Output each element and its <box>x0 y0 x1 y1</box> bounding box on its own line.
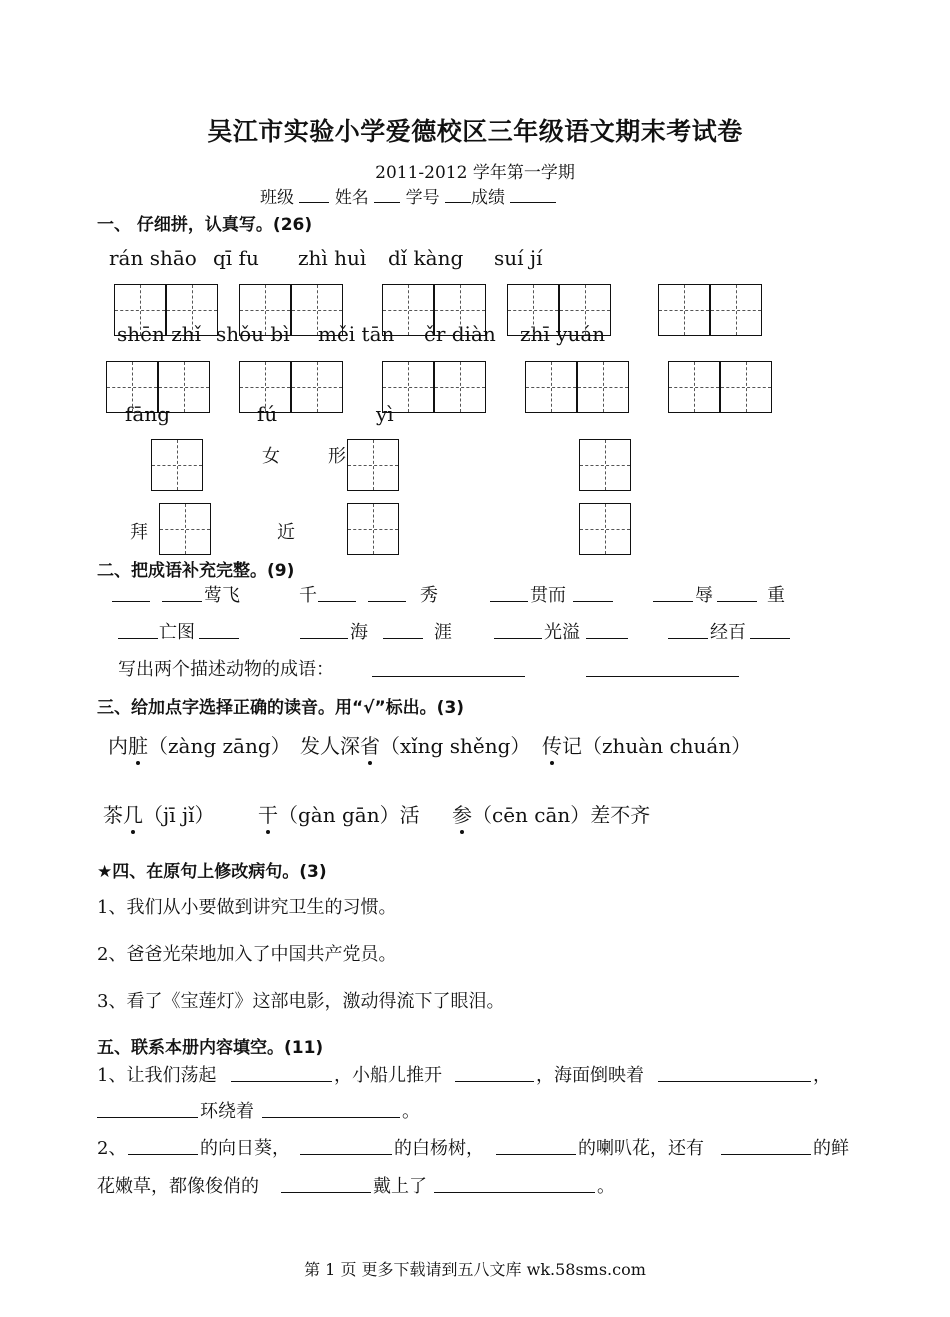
fill-text: ，小船儿推开 <box>334 1065 442 1086</box>
fill-blank[interactable] <box>262 1117 400 1118</box>
section-3-heading: 三、给加点字选择正确的读音。用“√”标出。(3) <box>97 698 465 718</box>
idiom-text: 千 <box>299 585 317 606</box>
reading-item: 参（cēn cān）差不齐 <box>452 803 651 827</box>
writing-box[interactable] <box>291 361 343 413</box>
writing-box[interactable] <box>239 361 291 413</box>
page-title: 吴江市实验小学爱德校区三年级语文期末考试卷 <box>207 117 743 146</box>
idiom-blank[interactable] <box>199 638 239 639</box>
fill-text: 1、让我们荡起 <box>97 1065 217 1086</box>
char-bai: 拜 <box>130 522 148 543</box>
section-4-heading: ★四、在原句上修改病句。(3) <box>97 862 327 882</box>
writing-box[interactable] <box>166 284 218 336</box>
writing-box[interactable] <box>559 284 611 336</box>
reading-item: 干（gàn gān）活 <box>258 803 420 827</box>
class-label: 班级 <box>260 188 294 208</box>
fill-text: 的白杨树， <box>394 1138 484 1159</box>
idiom-blank[interactable] <box>750 638 790 639</box>
fill-blank[interactable] <box>658 1081 811 1082</box>
pinyin-11: fāng <box>125 402 171 426</box>
fill-text: 的喇叭花，还有 <box>578 1138 704 1159</box>
writing-box[interactable] <box>668 361 720 413</box>
fill-blank[interactable] <box>97 1117 198 1118</box>
name-blank[interactable] <box>374 185 400 203</box>
writing-box[interactable] <box>291 284 343 336</box>
fill-text: 花嫩草，都像俊俏的 <box>97 1176 259 1197</box>
fill-blank[interactable] <box>231 1081 332 1082</box>
idiom-blank[interactable] <box>494 638 542 639</box>
char-nv: 女 <box>262 446 280 467</box>
student-info <box>260 183 556 208</box>
pinyin-8: měi tān <box>318 322 395 346</box>
idiom-blank[interactable] <box>653 601 693 602</box>
section-2-heading: 二、把成语补充完整。(9) <box>97 561 295 581</box>
fill-blank[interactable] <box>434 1192 595 1193</box>
idiom-blank[interactable] <box>118 638 158 639</box>
animal-idiom-blank[interactable] <box>586 676 739 677</box>
sentence-2: 2、爸爸光荣地加入了中国共产党员。 <box>97 944 397 965</box>
idiom-blank[interactable] <box>112 601 150 602</box>
fill-blank[interactable] <box>300 1154 392 1155</box>
writing-box[interactable] <box>106 361 158 413</box>
writing-box[interactable] <box>382 361 434 413</box>
reading-item: 传记（zhuàn chuán） <box>542 734 752 758</box>
idiom-text: 贯而 <box>530 585 566 606</box>
writing-box[interactable] <box>114 284 166 336</box>
fill-text: 的鲜 <box>813 1138 849 1159</box>
pinyin-10: zhī yuán <box>520 322 606 346</box>
idiom-text: 涯 <box>434 622 452 643</box>
writing-box[interactable] <box>382 284 434 336</box>
reading-item: 发人深省（xǐng shěng） <box>300 734 531 758</box>
writing-box[interactable] <box>158 361 210 413</box>
pinyin-6: shēn zhǐ <box>117 322 202 346</box>
idiom-blank[interactable] <box>162 601 202 602</box>
class-blank[interactable] <box>299 185 329 203</box>
fill-blank[interactable] <box>281 1192 371 1193</box>
pinyin-2: qī fu <box>213 246 259 270</box>
fill-text: 的向日葵， <box>200 1138 290 1159</box>
number-label: 学号 <box>405 188 440 208</box>
score-blank[interactable] <box>510 185 556 203</box>
page-subtitle: 2011-2012 学年第一学期 <box>375 163 575 183</box>
pinyin-3: zhì huì <box>298 246 367 270</box>
section-5-heading: 五、联系本册内容填空。(11) <box>97 1038 324 1058</box>
idiom-text: 经百 <box>710 622 746 643</box>
number-blank[interactable] <box>445 185 471 203</box>
writing-box[interactable] <box>579 503 631 555</box>
idiom-blank[interactable] <box>300 638 348 639</box>
idiom-blank[interactable] <box>490 601 528 602</box>
writing-box[interactable] <box>577 361 629 413</box>
writing-box[interactable] <box>720 361 772 413</box>
idiom-blank[interactable] <box>368 601 406 602</box>
pinyin-7: shǒu bì <box>216 322 290 346</box>
idiom-text: 莺飞 <box>204 585 240 606</box>
writing-box[interactable] <box>434 284 486 336</box>
fill-blank[interactable] <box>721 1154 811 1155</box>
idiom-text: 海 <box>350 622 368 643</box>
reading-item: 内脏（zàng zāng） <box>108 734 291 758</box>
writing-box[interactable] <box>507 284 559 336</box>
fill-text: 2、 <box>97 1138 127 1159</box>
fill-text: 。 <box>402 1101 420 1122</box>
idiom-text: 光溢 <box>544 622 580 643</box>
writing-box[interactable] <box>525 361 577 413</box>
char-jin: 近 <box>277 522 295 543</box>
idiom-text: 秀 <box>420 585 438 606</box>
pinyin-9: ěr diàn <box>424 322 496 346</box>
idiom-blank[interactable] <box>668 638 708 639</box>
idiom-text: 亡图 <box>159 622 195 643</box>
fill-text: ，海面倒映着 <box>536 1065 644 1086</box>
section-1-heading: 一、 仔细拼，认真写。(26) <box>97 215 313 235</box>
fill-text: 环绕着 <box>200 1101 254 1122</box>
sentence-3: 3、看了《宝莲灯》这部电影，激动得流下了眼泪。 <box>97 991 505 1012</box>
pinyin-4: dǐ kàng <box>388 246 464 270</box>
fill-text: 戴上了 <box>373 1176 427 1197</box>
idiom-blank[interactable] <box>586 638 628 639</box>
idiom-text: 辱 <box>695 585 713 606</box>
idiom-blank[interactable] <box>318 601 356 602</box>
fill-text: ， <box>813 1065 831 1086</box>
pinyin-1: rán shāo <box>109 246 197 270</box>
page-footer: 第 1 页 更多下载请到五八文库 wk.58sms.com <box>304 1260 646 1279</box>
writing-box[interactable] <box>347 439 399 491</box>
writing-box[interactable] <box>239 284 291 336</box>
reading-item: 茶几（jī jǐ） <box>103 803 215 827</box>
writing-box[interactable] <box>159 503 211 555</box>
fill-blank[interactable] <box>128 1154 198 1155</box>
pinyin-13: yì <box>376 402 394 426</box>
writing-box[interactable] <box>151 439 203 491</box>
animal-idiom-blank[interactable] <box>372 676 525 677</box>
writing-box[interactable] <box>434 361 486 413</box>
idiom-blank[interactable] <box>383 638 423 639</box>
fill-blank[interactable] <box>455 1081 534 1082</box>
animal-idiom-prompt: 写出两个描述动物的成语： <box>118 659 334 680</box>
writing-box[interactable] <box>347 503 399 555</box>
pinyin-5: suí jí <box>494 246 543 270</box>
sentence-1: 1、我们从小要做到讲究卫生的习惯。 <box>97 897 397 918</box>
idiom-blank[interactable] <box>717 601 757 602</box>
writing-box[interactable] <box>710 284 762 336</box>
writing-box[interactable] <box>658 284 710 336</box>
name-label: 姓名 <box>334 188 369 208</box>
writing-box[interactable] <box>579 439 631 491</box>
pinyin-12: fú <box>257 402 278 426</box>
char-xing: 形 <box>328 446 346 467</box>
fill-text: 。 <box>597 1176 615 1197</box>
fill-blank[interactable] <box>496 1154 576 1155</box>
idiom-blank[interactable] <box>573 601 613 602</box>
idiom-text: 重 <box>767 585 785 606</box>
score-label: 成绩 <box>471 188 506 208</box>
